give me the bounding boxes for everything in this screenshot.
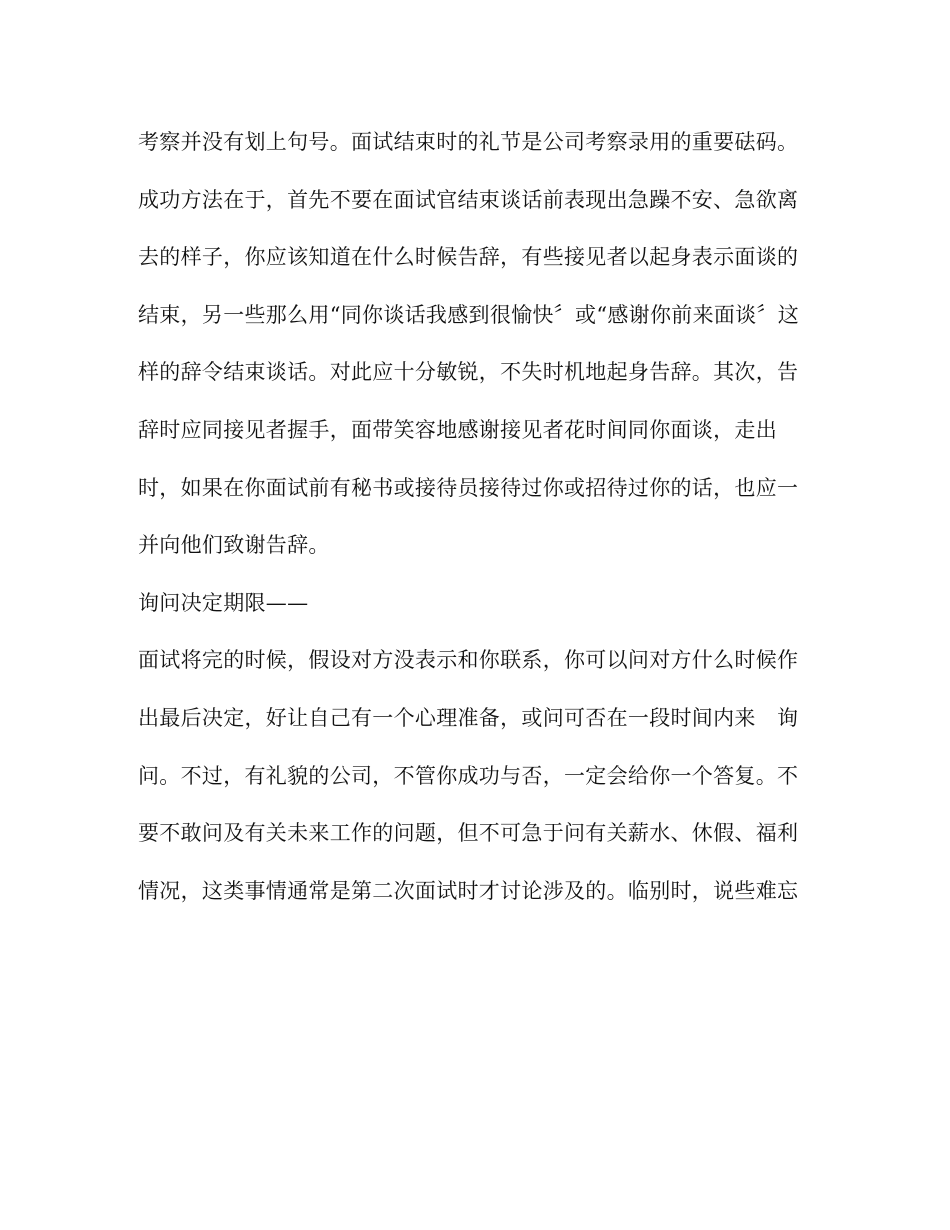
text-line: 问。不过，有礼貌的公司，不管你成功与否，一定会给你一个答复。不 (138, 763, 799, 788)
text-line: 时，如果在你面试前有秘书或接待员接待过你或招待过你的话，也应一 (138, 475, 799, 500)
text-line: 考察并没有划上句号。面试结束时的礼节是公司考察录用的重要砝码。 (138, 130, 799, 154)
text-line: 面试将完的时候，假设对方没表示和你联系，你可以问对方什么时候作 (138, 648, 799, 673)
text-line: 成功方法在于，首先不要在面试官结束谈话前表现出急躁不安、急欲离 (138, 187, 799, 212)
text-line: 结束，另一些那么用“同你谈话我感到很愉快〞或“感谢你前来面谈〞这 (138, 302, 800, 327)
text-line: 情况，这类事情通常是第二次面试时才讨论涉及的。临别时，说些难忘 (138, 878, 799, 903)
text-line: 去的样子，你应该知道在什么时候告辞，有些接见者以起身表示面谈的 (138, 245, 799, 270)
text-line: 辞时应同接见者握手，面带笑容地感谢接见者花时间同你面谈，走出 (138, 417, 777, 442)
text-line: 样的辞令结束谈话。对此应十分敏锐，不失时机地起身告辞。其次，告 (138, 360, 799, 385)
text-line: 要不敢问及有关未来工作的问题，但不可急于问有关薪水、休假、福利 (138, 821, 799, 846)
section-heading: 询问决定期限—— (138, 590, 309, 615)
text-line: 出最后决定，好让自己有一个心理准备，或问可否在一段时间内来 询 (138, 705, 799, 730)
document-body (138, 122, 818, 928)
text-line: 并向他们致谢告辞。 (138, 533, 330, 558)
